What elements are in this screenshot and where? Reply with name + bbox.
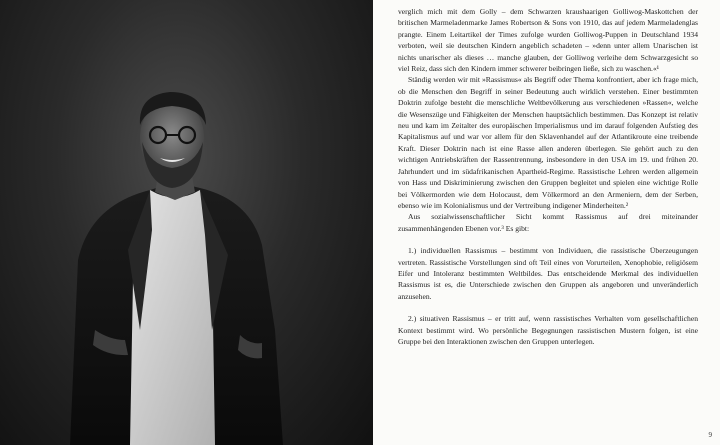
- paragraph-individuell: 1.) individuellen Rassismus – bestimmt von Individuen, die rassistische Überzeugungen vertreten. Rassistische Vorstellungen sind oft Teil eines von Vorurteilen, Xenophobie, religiösem Eifer und Intoleranz bestimmten Weltbildes. Das entscheidende Merkmal des individuellen Rassismus ist es, die Unterschiede zwischen den Gruppen als angeboren und unveränderlich anzusehen.: [398, 246, 698, 301]
- text-page: [373, 0, 720, 445]
- paragraph-ebenen: Aus sozialwissenschaftlicher Sicht kommt Rassismus auf drei miteinander zusammenhängenden Ebenen vor.³ Es gibt:: [398, 212, 698, 233]
- body-text: [398, 6, 698, 347]
- paragraph-golliwog: verglich mich mit dem Golly – dem Schwarzen kraushaarigen Golliwog-Maskottchen der britischen Marmeladenmarke James Robertson & Sons von 1910, das auf jedem Marmeladenglas prangte. Einem Leitartikel der Times zufolge wurden Golliwog-Puppen in Deutschland 1934 verboten, weil sie deutschen Kindern angeblich schadeten – »denn unter allem Unarischen ist nichts unarischer als dieses … manche glauben, der Golliwog verleihe dem Schwarzgesicht so viel Reiz, dass sich den Kindern immer schwerer beibringen ließe, sich zu waschen.«¹: [398, 7, 698, 74]
- page-number: 9: [708, 431, 712, 439]
- paragraph-situativ: 2.) situativen Rassismus – er tritt auf, wenn rassistisches Verhalten vom gesellschaftlichen Kontext bestimmt wird. Wo persönliche Begegnungen rassistischen Mustern folgen, ist eine Gruppe bei den Interaktionen zwischen den Gruppen unterlegen.: [398, 314, 698, 346]
- paragraph-rassismus: Ständig werden wir mit »Rassismus« als Begriff oder Thema konfrontiert, aber ich frage mich, ob die Menschen den Begriff in seiner Bedeutung auch wirklich verstehen. Einer bestimmten Doktrin zufolge besteht die menschliche Weltbevölkerung aus verschiedenen »Rassen«, welche die Wesenszüge und Fähigkeiten der Menschen hauptsächlich bestimmen. Das Konzept ist relativ neu und kam im Zeitalter des europäischen Imperialismus und im darauf folgenden Aufstieg des Kapitalismus auf und war vor allem für den Sklavenhandel auf der Atlantikroute eine treibende Kraft. Dieser Doktrin nach ist eine Rasse allen anderen überlegen. Sie gehört auch zu den wichtigen Antriebskräften der Rassentrennung, insbesondere in den USA im 19. und frühen 20. Jahrhundert und im südafrikanischen Apartheid-Regime. Rassistische Lehren werden allgemein von Hass und Diskriminierung zwischen den Gruppen begleitet und spielen eine wichtige Rolle bei Völkermorden wie dem Holocaust, dem Völkermord an den Armeniern, dem der Serben, ebenso wie im Kolonialismus und der Vertreibung indigener Minderheiten.²: [398, 75, 698, 210]
